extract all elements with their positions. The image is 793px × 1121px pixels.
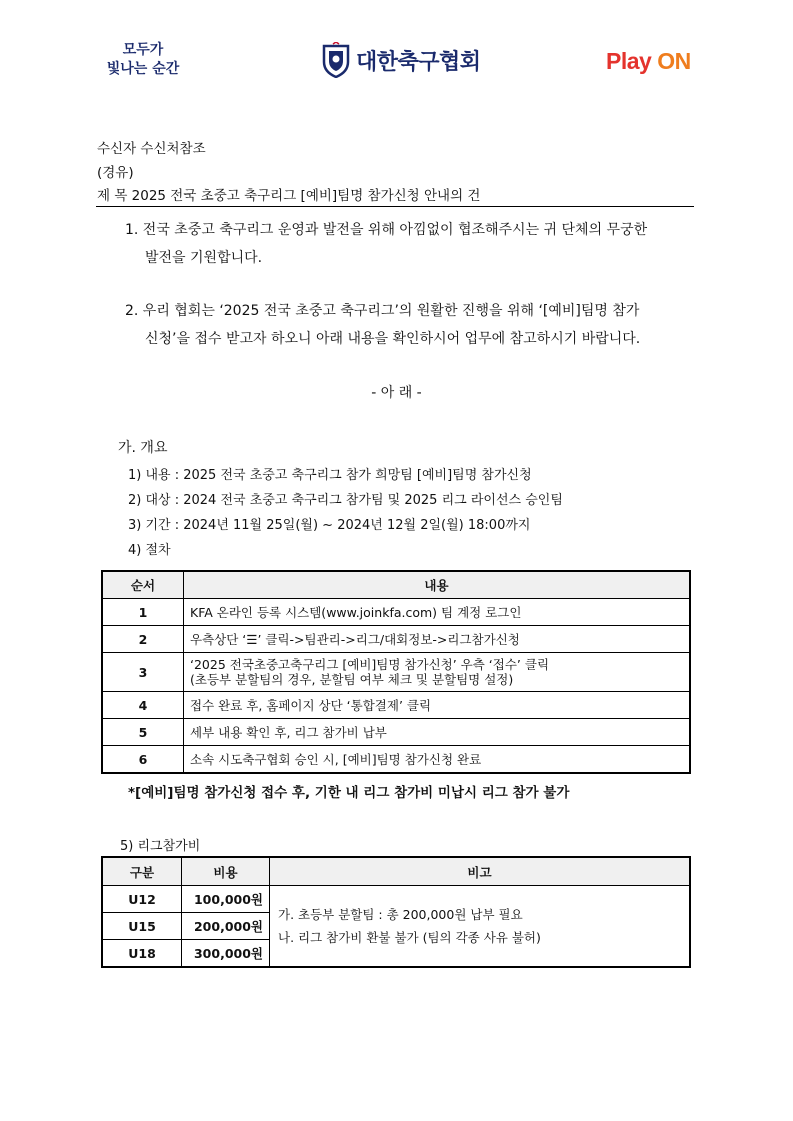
procedure-header-content: 내용 — [184, 571, 691, 599]
org-name: 대한축구협회 — [356, 49, 481, 75]
step-content: 우측상단 ‘☰’ 클릭->팀관리->리그/대회정보->리그참가신청 — [184, 626, 691, 653]
slogan-line-1: 모두가 — [122, 42, 164, 58]
fee-grade: U12 — [102, 886, 182, 913]
step-number: 5 — [102, 719, 184, 746]
fee-header-note: 비고 — [270, 857, 691, 886]
step-number: 1 — [102, 599, 184, 626]
step-content: 소속 시도축구협회 승인 시, [예비]팀명 참가신청 완료 — [184, 746, 691, 774]
fee-note-line-1: 가. 초등부 분할팀 : 총 200,000원 납부 필요 — [278, 907, 523, 922]
table-row — [102, 626, 690, 653]
fee-grade: U18 — [102, 940, 182, 968]
step-content: KFA 온라인 등록 시스템(www.joinkfa.com) 팀 계정 로그인 — [184, 599, 691, 626]
slogan — [98, 41, 188, 79]
table-row — [102, 599, 690, 626]
paragraph-2-line-2: 신청’을 접수 받고자 하오니 아래 내용을 확인하시어 업무에 참고하시기 바랍니다. — [145, 331, 641, 347]
fee-header-grade: 구분 — [102, 857, 182, 886]
subject: 제 목 2025 전국 초중고 축구리그 [예비]팀명 참가신청 안내의 건 — [97, 188, 481, 204]
overview-item-1: 1) 내용 : 2025 전국 초중고 축구리그 참가 희망팀 [예비]팀명 참가신청 — [128, 468, 532, 483]
step-content — [184, 653, 691, 692]
kfa-emblem-icon — [322, 42, 350, 78]
overview-item-3: 3) 기간 : 2024년 11월 25일(월) ~ 2024년 12월 2일(월) 18:00까지 — [128, 518, 531, 533]
step-content: 세부 내용 확인 후, 리그 참가비 납부 — [184, 719, 691, 746]
procedure-note: *[예비]팀명 참가신청 접수 후, 기한 내 리그 참가비 미납시 리그 참가 불가 — [128, 785, 570, 801]
fee-cost: 300,000원 — [182, 940, 270, 968]
play-on-play: Play — [606, 48, 652, 74]
below-heading: - 아 래 - — [371, 385, 422, 401]
step-number: 4 — [102, 692, 184, 719]
procedure-header-order: 순서 — [102, 571, 184, 599]
subject-rule — [96, 206, 694, 207]
overview-item-2: 2) 대상 : 2024 전국 초중고 축구리그 참가팀 및 2025 리그 라이선스 승인팀 — [128, 493, 563, 508]
table-row — [102, 692, 690, 719]
paragraph-2 — [125, 297, 640, 353]
table-row — [102, 746, 690, 774]
fee-header-cost: 비용 — [182, 857, 270, 886]
step-number: 6 — [102, 746, 184, 774]
via: (경유) — [97, 165, 134, 181]
fee-grade: U15 — [102, 913, 182, 940]
table-row — [102, 653, 690, 692]
step-number: 3 — [102, 653, 184, 692]
table-row — [102, 719, 690, 746]
table-row — [102, 886, 690, 913]
step-content: 접수 완료 후, 홈페이지 상단 ‘통합결제’ 클릭 — [184, 692, 691, 719]
recipient: 수신자 수신처참조 — [97, 141, 206, 157]
overview-item-5: 5) 리그참가비 — [120, 839, 201, 854]
procedure-table — [101, 570, 691, 774]
overview-item-4: 4) 절차 — [128, 543, 171, 558]
kfa-logo — [322, 42, 481, 78]
play-on-on: ON — [657, 48, 691, 74]
fee-table — [101, 856, 691, 968]
play-on-logo — [606, 48, 691, 75]
step-content-line-2: (초등부 분할팀의 경우, 분할팀 여부 체크 및 분할팀명 설정) — [190, 672, 514, 687]
section-title: 가. 개요 — [118, 440, 168, 456]
paragraph-2-line-1: 2. 우리 협회는 ‘2025 전국 초중고 축구리그’의 원활한 진행을 위해 ‘[예비]팀명 참가 — [125, 303, 640, 319]
paragraph-1-line-2: 발전을 기원합니다. — [145, 250, 263, 266]
fee-note-line-2: 나. 리그 참가비 환불 불가 (팀의 각종 사유 불허) — [278, 930, 541, 945]
fee-note — [270, 886, 691, 968]
paragraph-1-line-1: 1. 전국 초중고 축구리그 운영과 발전을 위해 아낌없이 협조해주시는 귀 단체의 무궁한 — [125, 222, 648, 238]
fee-cost: 200,000원 — [182, 913, 270, 940]
slogan-line-2: 빛나는 순간 — [106, 61, 180, 77]
step-content-line-1: ‘2025 전국초중고축구리그 [예비]팀명 참가신청’ 우측 ‘접수’ 클릭 — [190, 657, 550, 672]
step-number: 2 — [102, 626, 184, 653]
paragraph-1 — [125, 216, 647, 272]
fee-cost: 100,000원 — [182, 886, 270, 913]
